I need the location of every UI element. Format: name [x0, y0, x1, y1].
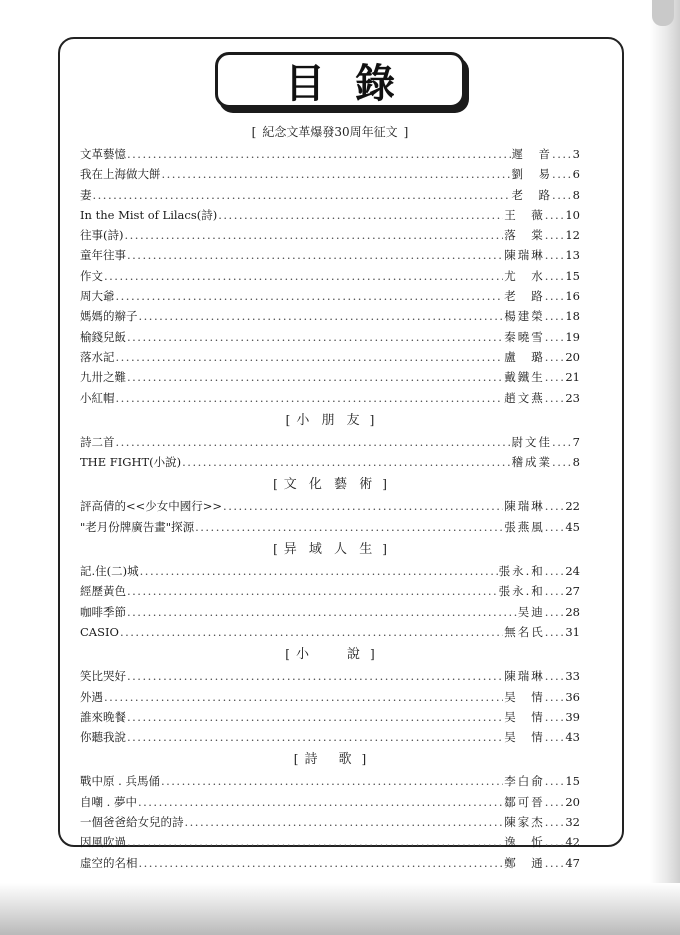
page-dot-leader: ....: [544, 730, 566, 745]
entry-page-number: 20: [565, 794, 580, 809]
page-dot-leader: ....: [544, 584, 566, 599]
toc-entry: [80, 517, 580, 537]
entry-page-number: 20: [565, 349, 580, 364]
page-dot-leader: ....: [552, 434, 573, 449]
toc-entry: [80, 561, 580, 581]
toc-entry: [80, 205, 580, 225]
entry-page-number: 45: [565, 519, 580, 534]
dot-leader: [140, 561, 498, 581]
page-dot-leader: ....: [544, 689, 566, 704]
corner-mark: [652, 0, 674, 26]
dot-leader: [162, 164, 511, 184]
bracket-open: [: [273, 542, 278, 557]
entry-author: 遲 音: [511, 147, 553, 161]
bracket-open: [: [273, 477, 278, 492]
entry-page-number: 19: [565, 329, 580, 344]
entry-page-number: 6: [572, 167, 580, 182]
entry-title: 自嘲 . 夢中: [80, 794, 137, 809]
toc-entry: [80, 452, 580, 472]
toc-entry: [80, 367, 580, 387]
entry-author: 鄒可晉: [504, 794, 545, 809]
page-dot-leader: ....: [544, 370, 566, 385]
page-dot-leader: ....: [544, 519, 566, 534]
entry-author: 張燕風: [504, 519, 545, 534]
scan-shadow-bottom: [0, 883, 680, 935]
entry-title: 虛空的名相: [80, 855, 138, 870]
entry-page-number: 18: [565, 309, 580, 324]
dot-leader: [93, 185, 511, 205]
entry-title: 咖啡季節: [80, 604, 126, 619]
table-of-contents: [80, 120, 580, 873]
entry-author: 張永.和: [498, 584, 545, 599]
section-heading-label: 詩 歌: [304, 752, 356, 768]
entry-page-number: 23: [565, 390, 580, 405]
page-dot-leader: ....: [544, 815, 566, 830]
toc-entry: [80, 602, 580, 622]
page-dot-leader: ....: [544, 774, 566, 789]
entry-page-number: 47: [565, 855, 580, 870]
toc-entry: [80, 388, 580, 408]
entry-page-number: 21: [565, 370, 580, 385]
bracket-open: [: [293, 752, 299, 767]
entry-author: 陳瑞琳: [504, 669, 545, 684]
dot-leader: [161, 771, 503, 791]
bracket-close: ]: [382, 542, 387, 557]
dot-leader: [116, 388, 504, 408]
toc-entry: [80, 327, 580, 347]
dot-leader: [195, 517, 503, 537]
dot-leader: [182, 452, 510, 472]
entry-title: 經歷黃色: [80, 584, 126, 599]
section-heading: [80, 472, 580, 496]
entry-title: 因風吹過: [80, 835, 126, 850]
entry-page-number: 33: [565, 669, 580, 684]
section-heading-label: 小 朋 友: [296, 412, 364, 428]
dot-leader: [138, 792, 503, 812]
dot-leader: [104, 687, 503, 707]
entry-title: 評高倩的<<少女中國行>>: [80, 499, 223, 514]
section-heading-label: 紀念文革爆發30周年征文: [262, 125, 398, 139]
toc-entry: [80, 185, 580, 205]
entry-page-number: 15: [565, 774, 580, 789]
entry-author: 戴鐵生: [504, 370, 545, 385]
dot-leader: [223, 496, 503, 516]
entry-title: CASIO: [80, 624, 119, 639]
page-dot-leader: ....: [552, 455, 573, 470]
dot-leader: [127, 707, 503, 727]
scan-shadow-right: [650, 0, 680, 935]
entry-page-number: 43: [565, 730, 580, 745]
dot-leader: [185, 812, 504, 832]
entry-page-number: 8: [572, 187, 580, 202]
section-heading-label: 文 化 藝 術: [283, 477, 377, 493]
toc-entry: [80, 347, 580, 367]
dot-leader: [116, 432, 511, 452]
dot-leader: [139, 853, 504, 873]
entry-title: 落水記: [80, 349, 115, 364]
dot-leader: [127, 144, 511, 164]
toc-entry: [80, 286, 580, 306]
entry-title: 我在上海做大餅: [80, 167, 161, 182]
entry-author: 李白俞: [504, 774, 545, 789]
toc-entry: [80, 687, 580, 707]
section-heading: [80, 747, 580, 771]
page-dot-leader: ....: [552, 167, 573, 182]
entry-title: 榆錢兒飯: [80, 329, 126, 344]
entry-title: 一個爸爸給女兒的詩: [80, 815, 184, 830]
section-heading: [80, 408, 580, 432]
bracket-open: [: [285, 647, 290, 662]
entry-title: 作文: [80, 268, 103, 283]
entry-author: 陳家杰: [504, 815, 545, 830]
entry-author: 陳瑞琳: [504, 499, 545, 514]
entry-page-number: 39: [565, 709, 580, 724]
entry-title: 往事(詩): [80, 228, 124, 243]
bracket-close: ]: [382, 477, 387, 492]
entry-author: 尉文佳: [511, 434, 553, 449]
entry-page-number: 42: [565, 835, 580, 850]
toc-entry: [80, 581, 580, 601]
dot-leader: [127, 832, 503, 852]
entry-page-number: 16: [565, 289, 580, 304]
entry-author: 秦曉雪: [504, 329, 545, 344]
page-dot-leader: ....: [544, 794, 566, 809]
toc-entry: [80, 306, 580, 326]
entry-author: 老 路: [504, 289, 545, 304]
page-dot-leader: ....: [544, 669, 566, 684]
section-heading: [80, 120, 580, 144]
dot-leader: [127, 367, 503, 387]
entry-title: 你聽我說: [80, 730, 126, 745]
bracket-close: ]: [403, 125, 409, 139]
toc-entry: [80, 707, 580, 727]
section-heading: [80, 537, 580, 561]
dot-leader: [127, 581, 498, 601]
entry-author: 逸 忻: [504, 835, 545, 850]
dot-leader: [127, 666, 503, 686]
page-dot-leader: ....: [544, 499, 566, 514]
page-dot-leader: ....: [544, 248, 566, 263]
entry-page-number: 10: [565, 207, 580, 222]
toc-entry: [80, 622, 580, 642]
page-dot-leader: ....: [544, 349, 566, 364]
section-heading-label: 小 說: [295, 647, 364, 663]
entry-title: 笑比哭好: [80, 669, 126, 684]
entry-page-number: 36: [565, 689, 580, 704]
toc-entry: [80, 496, 580, 516]
toc-entry: [80, 666, 580, 686]
entry-author: 尤 水: [504, 268, 545, 283]
entry-author: 張永.和: [498, 564, 545, 579]
toc-entry: [80, 164, 580, 184]
toc-entry: [80, 727, 580, 747]
entry-title: 童年往事: [80, 248, 126, 263]
entry-author: 吴 情: [504, 709, 545, 724]
page-dot-leader: ....: [544, 329, 566, 344]
entry-author: 陳瑞琳: [504, 248, 545, 263]
entry-page-number: 32: [565, 815, 580, 830]
page-dot-leader: ....: [544, 709, 566, 724]
toc-entry: [80, 144, 580, 164]
entry-author: 吴 情: [504, 730, 545, 745]
dot-leader: [127, 245, 503, 265]
entry-page-number: 15: [565, 268, 580, 283]
entry-author: 劉 易: [511, 167, 553, 182]
entry-title: 戰中原 . 兵馬俑: [80, 774, 160, 789]
page-dot-leader: ....: [544, 309, 566, 324]
dot-leader: [116, 286, 504, 306]
entry-author: 落 棠: [504, 228, 545, 243]
entry-title: 小紅帽: [80, 390, 115, 405]
entry-author: 無名氏: [504, 624, 545, 639]
entry-title: 外遇: [80, 689, 103, 704]
page-dot-leader: ....: [552, 147, 573, 161]
entry-title: 妻: [80, 187, 92, 202]
toc-entry: [80, 792, 580, 812]
entry-page-number: 24: [565, 564, 580, 579]
page-dot-leader: ....: [544, 390, 566, 405]
entry-author: 老 路: [511, 187, 553, 202]
toc-entry: [80, 245, 580, 265]
entry-title: "老月份牌廣告畫"探源: [80, 519, 195, 534]
dot-leader: [116, 347, 504, 367]
entry-title: 九卅之難: [80, 370, 126, 385]
section-heading: [80, 642, 580, 666]
page-dot-leader: ....: [544, 855, 566, 870]
entry-page-number: 7: [572, 434, 580, 449]
page-dot-leader: ....: [552, 187, 573, 202]
entry-title: 詩二首: [80, 434, 115, 449]
page-dot-leader: ....: [544, 564, 566, 579]
toc-entry: [80, 771, 580, 791]
entry-title: 周大爺: [80, 289, 115, 304]
page-dot-leader: ....: [544, 289, 566, 304]
page-dot-leader: ....: [544, 207, 566, 222]
entry-title: THE FIGHT(小說): [80, 455, 182, 470]
entry-title: In the Mist of Lilacs(詩): [80, 207, 218, 222]
dot-leader: [218, 205, 503, 225]
dot-leader: [127, 602, 517, 622]
entry-title: 文革藝憶: [80, 147, 126, 161]
bracket-close: ]: [361, 752, 367, 767]
dot-leader: [139, 306, 504, 326]
entry-author: 趙文燕: [504, 390, 545, 405]
entry-author: 鄭 通: [504, 855, 545, 870]
page-dot-leader: ....: [544, 835, 566, 850]
entry-page-number: 12: [565, 228, 580, 243]
bracket-open: [: [285, 412, 291, 427]
entry-page-number: 31: [565, 624, 580, 639]
bracket-close: ]: [370, 647, 375, 662]
entry-page-number: 27: [565, 584, 580, 599]
entry-page-number: 13: [565, 248, 580, 263]
entry-title: 記.住(二)城: [80, 564, 139, 579]
entry-author: 王 薇: [504, 207, 545, 222]
section-heading-label: 异 域 人 生: [283, 542, 377, 558]
entry-author: 稽成業: [511, 455, 553, 470]
toc-entry: [80, 225, 580, 245]
dot-leader: [127, 327, 503, 347]
bracket-close: ]: [369, 412, 375, 427]
page-title: 目錄: [285, 60, 425, 107]
entry-page-number: 8: [572, 455, 580, 470]
entry-page-number: 22: [565, 499, 580, 514]
toc-entry: [80, 432, 580, 452]
toc-entry: [80, 266, 580, 286]
dot-leader: [104, 266, 503, 286]
entry-page-number: 28: [565, 604, 580, 619]
entry-author: 盧 璐: [504, 349, 545, 364]
title-box: [215, 52, 465, 108]
toc-entry: [80, 832, 580, 852]
bracket-open: [: [251, 125, 257, 139]
toc-entry: [80, 853, 580, 873]
toc-entry: [80, 812, 580, 832]
page-dot-leader: ....: [544, 268, 566, 283]
entry-author: 吴 情: [504, 689, 545, 704]
entry-page-number: 3: [572, 147, 580, 161]
dot-leader: [120, 622, 503, 642]
page-dot-leader: ....: [544, 604, 566, 619]
dot-leader: [127, 727, 503, 747]
entry-author: 楊建榮: [504, 309, 545, 324]
page-dot-leader: ....: [544, 228, 566, 243]
dot-leader: [124, 225, 503, 245]
entry-author: 吴迪: [517, 604, 545, 619]
entry-title: 媽媽的辮子: [80, 309, 138, 324]
page-dot-leader: ....: [544, 624, 566, 639]
entry-title: 誰來晚餐: [80, 709, 126, 724]
